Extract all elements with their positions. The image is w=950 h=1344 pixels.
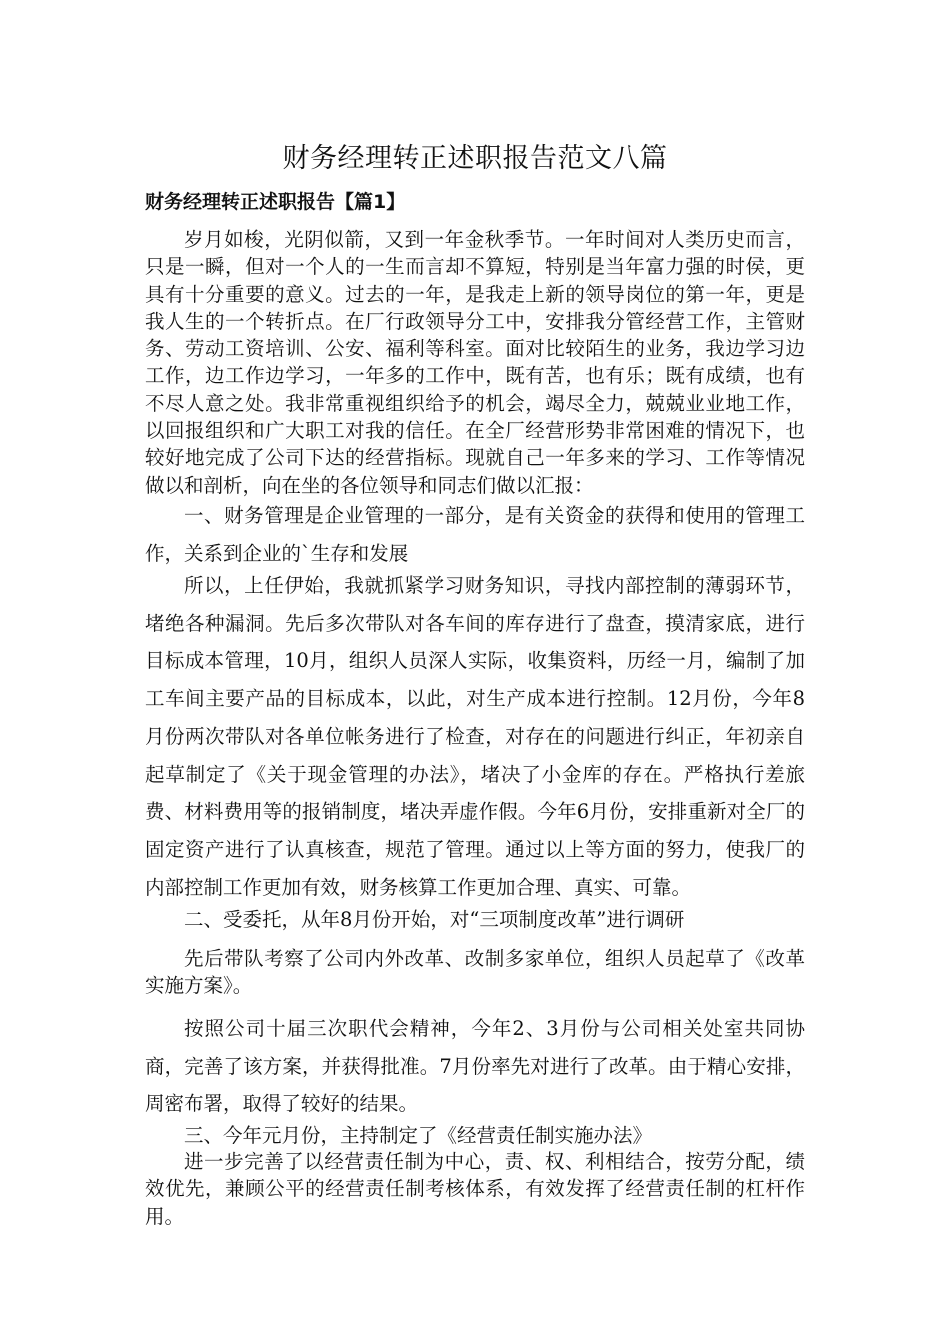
paragraph-body-1: 所以，上任伊始，我就抓紧学习财务知识，寻找内部控制的薄弱环节，堵绝各种漏洞。先后多次带队对各车间的库存进行了盘查，摸清家底，进行目标成本管理，10月，组织人员深人实际，收集资料，历经一月，编制了加工车间主要产品的目标成本，以此，对生产成本进行控制。12月份，今年8月份两次带队对各单位帐务进行了检查，对存在的问题进行纠正，年初亲自起草制定了《关于现金管理的办法》，堵决了小金库的存在。严格执行差旅费、材料费用等的报销制度，堵决弄虚作假。今年6月份，安排重新对全厂的固定资产进行了认真核查，规范了管理。通过以上等方面的努力，使我厂的内部控制工作更加有效，财务核算工作更加合理、真实、可靠。 xyxy=(145,574,805,899)
paragraph-intro: 岁月如梭，光阴似箭，又到一年金秋季节。一年时间对人类历史而言，只是一瞬，但对一个人的一生而言却不算短，特别是当年富力强的时侯，更具有十分重要的意义。过去的一年，是我走上新的领导岗位的第一年，更是我人生的一个转折点。在厂行政领导分工中，安排我分管经营工作，主管财务、劳动工资培训、公安、福利等科室。面对比较陌生的业务，我边学习边工作，边工作边学习，一年多的工作中，既有苦，也有乐；既有成绩，也有不尽人意之处。我非常重视组织给予的机会，竭尽全力，兢兢业业地工作，以回报组织和广大职工对我的信任。在全厂经营形势非常困难的情况下，也较好地完成了公司下达的经营指标。现就自己一年多来的学习、工作等情况做以和剖析，向在坐的各位领导和同志们做以汇报： xyxy=(145,228,805,497)
section-heading: 财务经理转正述职报告【篇1】 xyxy=(145,191,406,213)
document-title: 财务经理转正述职报告范文八篇 xyxy=(282,143,668,174)
paragraph-body-2: 先后带队考察了公司内外改革、改制多家单位，组织人员起草了《改革实施方案》。 xyxy=(145,947,805,998)
paragraph-heading-1: 一、财务管理是企业管理的一部分，是有关资金的获得和使用的管理工作，关系到企业的`生存和发展 xyxy=(145,504,805,565)
paragraph-body-4: 进一步完善了以经营责任制为中心，责、权、利相结合，按劳分配，绩效优先，兼顾公平的经营责任制考核体系，有效发挥了经营责任制的杠杆作用。 xyxy=(145,1150,805,1228)
paragraph-body-3: 按照公司十届三次职代会精神，今年2、3月份与公司相关处室共同协商，完善了该方案，并获得批准。7月份率先对进行了改革。由于精心安排，周密布署，取得了较好的结果。 xyxy=(145,1017,805,1116)
paragraph-heading-3: 三、今年元月份，主持制定了《经营责任制实施办法》 xyxy=(184,1124,653,1147)
paragraph-heading-2: 二、受委托，从年8月份开始，对“三项制度改革”进行调研 xyxy=(184,908,685,931)
